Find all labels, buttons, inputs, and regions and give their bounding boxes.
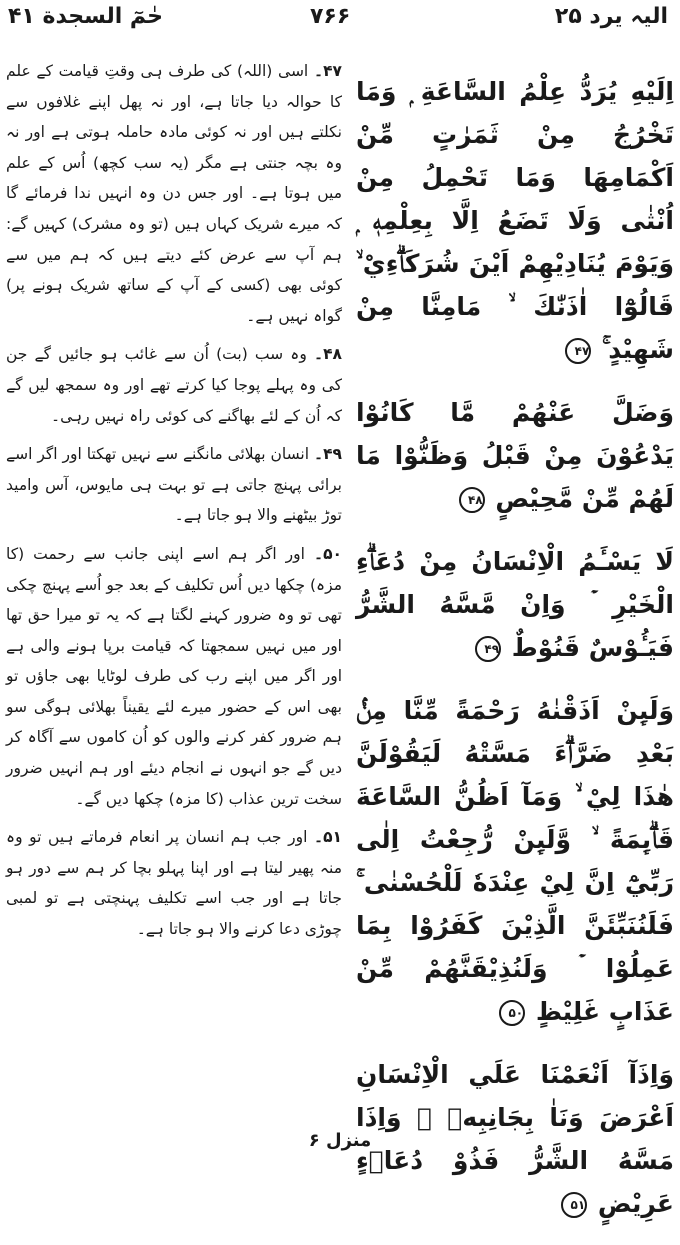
surah-name: حٰمٓ السجدة ۴۱: [8, 4, 164, 29]
translation-text: اور اگر ہم اسے اپنی جانب سے رحمت (کا مزہ) چکھا دیں اُس تکلیف کے بعد جو اُسے پہنچ چکی تھی تو وہ ضرور کہنے لگتا ہے کہ یہ تو میرا حق تھا اور میں نہیں سمجھتا کہ قیامت برپا ہونے والی ہے اور اگر میں اپنے رب کی طرف لوٹایا بھی جاؤں تو بھی اس کے حضور میرے لئے یقیناً بھلائی ہوگی سو ہم ضرور کفر کرنے والوں کو اُن کاموں سے آگاہ کر دیں گے جو انہوں نے انجام دیئے اور ہم انہیں ضرور سخت ترین عذاب (کا مزہ) چکھا دیں گے۔: [6, 544, 342, 808]
translation-paragraph: [6, 439, 342, 531]
arabic-verse-text: اِلَيْهِ يُرَدُّ عِلْمُ السَّاعَةِ ۭ وَمَا تَخْرُجُ مِنْ ثَمَرٰتٍ مِّنْ اَكْمَامِهَا وَمَا تَحْمِلُ مِنْ اُنْثٰى وَلَا تَضَعُ اِلَّا بِعِلْمِهٖ ۭ وَيَوْمَ يُنَادِيْهِمْ اَيْنَ شُرَكَاۗءِيْ ۙ قَالُوْٓا اٰذَنّٰكَ ۙ مَامِنَّا مِنْ شَهِيْدٍ ۚ: [356, 77, 674, 364]
verse-number: ۵۱۔: [313, 828, 342, 847]
arabic-verse-text: لَا يَسْـَٔمُ الْاِنْسَانُ مِنْ دُعَاۗءِ الْخَيْرِ ۡ وَاِنْ مَّسَّهُ الشَّرُّ فَيَـُٔوْسٌ قَنُوْطٌ: [356, 547, 674, 662]
verse-number: ۴۷۔: [313, 62, 342, 80]
arabic-verse: [356, 540, 674, 669]
translation-text: اسی (اللہ) کی طرف ہی وقتِ قیامت کے علم کا حوالہ دیا جاتا ہے، اور نہ پھل اپنے غلافوں سے نکلتے ہیں اور نہ کوئی مادہ حاملہ ہوتی ہے اور نہ وہ بچہ جنتی ہے مگر (یہ سب کچھ) اُس کے علم میں ہوتا ہے۔ اور جس دن وہ انہیں ندا فرمائے گا کہ میرے شریک کہاں ہیں (تو وہ مشرک) کہیں گے: ہم آپ سے عرض کئے دیتے ہیں کہ ہم میں سے کوئی بھی (کسی کے آپ کے ساتھ شریک ہونے پر) گواہ نہیں ہے۔: [6, 62, 342, 325]
juz-name: الیہ یرد ۲۵: [554, 4, 668, 29]
verse-number: ۴۹۔: [313, 445, 342, 464]
translation-paragraph: [6, 339, 342, 431]
page-header: [0, 0, 680, 40]
translation-text: انسان بھلائی مانگنے سے نہیں تھکتا اور اگر اسے برائی پہنچ جاتی ہے تو بہت ہی مایوس، آس وامید توڑ بیٹھنے والا ہو جاتا ہے۔: [6, 445, 342, 525]
page-number: ۷۶۶: [310, 4, 351, 29]
translation-paragraph: [6, 56, 342, 331]
ayah-number-marker: ۵۰: [499, 1000, 525, 1026]
arabic-verse-text: وَلَىِٕنْ اَذَقْنٰهُ رَحْمَةً مِّنَّا مِنْۢ بَعْدِ ضَرَّاۗءَ مَسَّتْهُ لَيَقُوْلَنَّ هٰذَا لِيْ ۙ وَمَآ اَظُنُّ السَّاعَةَ قَاۗىِٕمَةً ۙ وَّلَىِٕنْ رُّجِعْتُ اِلٰى رَبِّيْٓ اِنَّ لِيْ عِنْدَهٗ لَلْحُسْنٰى ۚ فَلَنُنَبِّئَنَّ الَّذِيْنَ كَفَرُوْا بِمَا عَمِلُوْا ۡ وَلَنُذِيْقَنَّهُمْ مِّنْ عَذَابٍ غَلِيْظٍ: [356, 696, 674, 1026]
arabic-verse: [356, 689, 674, 1033]
arabic-verse: [356, 391, 674, 520]
arabic-verse: [356, 70, 674, 371]
arabic-text-column: [356, 70, 674, 1245]
verse-number: ۵۰۔: [313, 544, 342, 563]
ayah-number-marker: ۵۱: [561, 1192, 587, 1218]
arabic-verse-text: وَاِذَآ اَنْعَمْنَا عَلَي الْاِنْسَانِ اَعْرَضَ وَنَاٰ بِجَانِبِهٖ ۚ وَاِذَا مَسَّهُ الشَّرُّ فَذُوْ دُعَاۗءٍ عَرِيْضٍ: [356, 1060, 674, 1218]
arabic-verse-text: وَضَلَّ عَنْهُمْ مَّا كَانُوْا يَدْعُوْنَ مِنْ قَبْلُ وَظَنُّوْا مَا لَهُمْ مِّنْ مَّحِيْصٍ: [356, 398, 674, 513]
verse-number: ۴۸۔: [313, 345, 342, 364]
translation-paragraph: [6, 822, 342, 944]
translation-text: وہ سب (بت) اُن سے غائب ہو جائیں گے جن کی وہ پہلے پوجا کیا کرتے تھے اور وہ سمجھ لیں گے کہ اُن کے لئے بھاگنے کی کوئی راہ نہیں رہی۔: [6, 345, 342, 425]
ayah-number-marker: ۴۸: [459, 487, 485, 513]
manzil-footer: منزل ۶: [308, 1130, 372, 1151]
urdu-translation-column: [6, 56, 342, 953]
ayah-number-marker: ۴۷: [565, 338, 591, 364]
translation-paragraph: [6, 539, 342, 814]
translation-text: اور جب ہم انسان پر انعام فرماتے ہیں تو وہ منہ پھیر لیتا ہے اور اپنا پہلو بچا کر ہم سے دور ہو جاتا ہے اور جب اسے تکلیف پہنچتی ہے تو لمبی چوڑی دعا کرنے والا ہو جاتا ہے۔: [6, 828, 342, 939]
ayah-number-marker: ۴۹: [475, 636, 501, 662]
